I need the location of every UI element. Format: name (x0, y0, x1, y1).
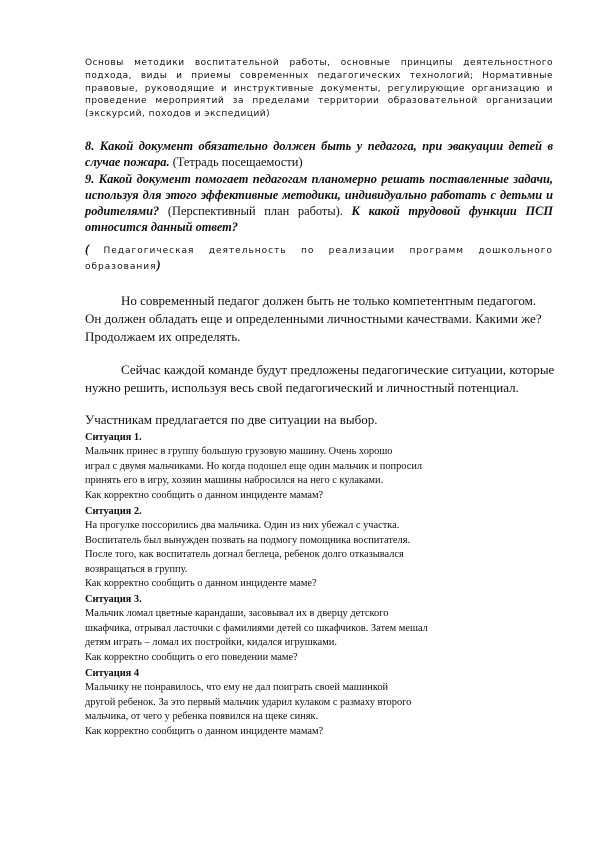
situation-line: Мальчик ломал цветные карандаши, засовывал их в дверцу детского (85, 608, 389, 619)
situation-3 (85, 593, 555, 665)
situation-question: Как корректно сообщить о данном инциденте маме? (85, 578, 317, 590)
followup-answer-text: Педагогическая деятельность по реализации программ дошкольного образования (85, 246, 553, 272)
question-9-text: 9. Какой документ помогает педагогам планомерно решать поставленные задачи, используя для этого эффективные методики, индивидуально работать с детьми и родителями? (85, 172, 553, 218)
situation-title: Ситуация 4 (85, 668, 140, 679)
situation-line: На прогулке поссорились два мальчика. Один из них убежал с участка. (85, 520, 400, 531)
situation-line: Воспитатель был вынужден позвать на подмогу помощника воспитателя. (85, 534, 411, 546)
situation-line: возвращаться в группу. (85, 563, 188, 575)
question-9-answer: (Перспективный план работы). (159, 204, 343, 218)
situation-1 (85, 431, 555, 503)
situation-question: Как корректно сообщить о его поведении маме? (85, 651, 298, 663)
situation-line: шкафчика, отрывал ласточки с фамилиями детей со шкафчиков. Затем мешал (85, 622, 428, 634)
situation-line: играл с двумя мальчиками. Но когда подошел еще один мальчик и попросил (85, 460, 423, 472)
question-8-answer: (Тетрадь посещаемости) (169, 155, 303, 169)
situation-line: мальчика, от чего у ребенка появился на щеке синяк. (85, 711, 319, 723)
intro-paragraph: Основы методики воспитательной работы, основные принципы деятельностного подхода, виды и приемы современных педагогических технологий; Нормативные правовые, руководящие и инструктивные документы, регулирующие организацию и проведение мероприятий за пределами территории образовательной организации (экскурсий, походов и экспедиций) (85, 58, 553, 120)
situation-2 (85, 505, 555, 592)
situation-line: Мальчику не понравилось, что ему не дал поиграть своей машинкой (85, 682, 389, 693)
situation-question: Как корректно сообщить о данном инциденте мамам? (85, 489, 324, 501)
situation-title: Ситуация 3. (85, 594, 142, 605)
situation-question: Как корректно сообщить о данном инциденте мамам? (85, 725, 324, 737)
paragraph-qualities: Но современный педагог должен быть не только компетентным педагогом. Он должен обладать еще и определенными личностными качествами. Какими же? Продолжаем их определять. (85, 293, 542, 344)
question-9-followup: К какой трудовой функции ПСП относится данный ответ? (85, 204, 553, 234)
situation-line: принять его в игру, хозяин машины набросился на него с кулаками. (85, 475, 384, 487)
question-8 (85, 138, 553, 170)
question-9-followup-answer (85, 242, 553, 274)
situation-title: Ситуация 1. (85, 432, 142, 443)
situation-line: После того, как воспитатель догнал беглеца, ребенок долго отказывался (85, 549, 404, 561)
situation-line: другой ребенок. За это первый мальчик ударил кулаком с размаху второго (85, 696, 412, 708)
situation-4 (85, 667, 555, 739)
situation-line: детям играть – ломал их постройки, кидался игрушками. (85, 637, 337, 649)
situation-title: Ситуация 2. (85, 506, 142, 517)
answer-close-paren: ) (156, 258, 161, 272)
answer-open-paren: ( (85, 242, 90, 256)
question-9 (85, 171, 553, 235)
situation-line: Мальчик принес в группу большую грузовую машину. Очень хорошо (85, 446, 393, 457)
question-8-text: 8. Какой документ обязательно должен быть у педагога, при эвакуации детей в случае пожара. (85, 139, 553, 169)
paragraph-choice: Участникам предлагается по две ситуации на выбор. (85, 412, 378, 427)
paragraph-situations-intro: Сейчас каждой команде будут предложены педагогические ситуации, которые нужно решить, используя весь свой педагогический и личностный потенциал. (85, 362, 555, 395)
